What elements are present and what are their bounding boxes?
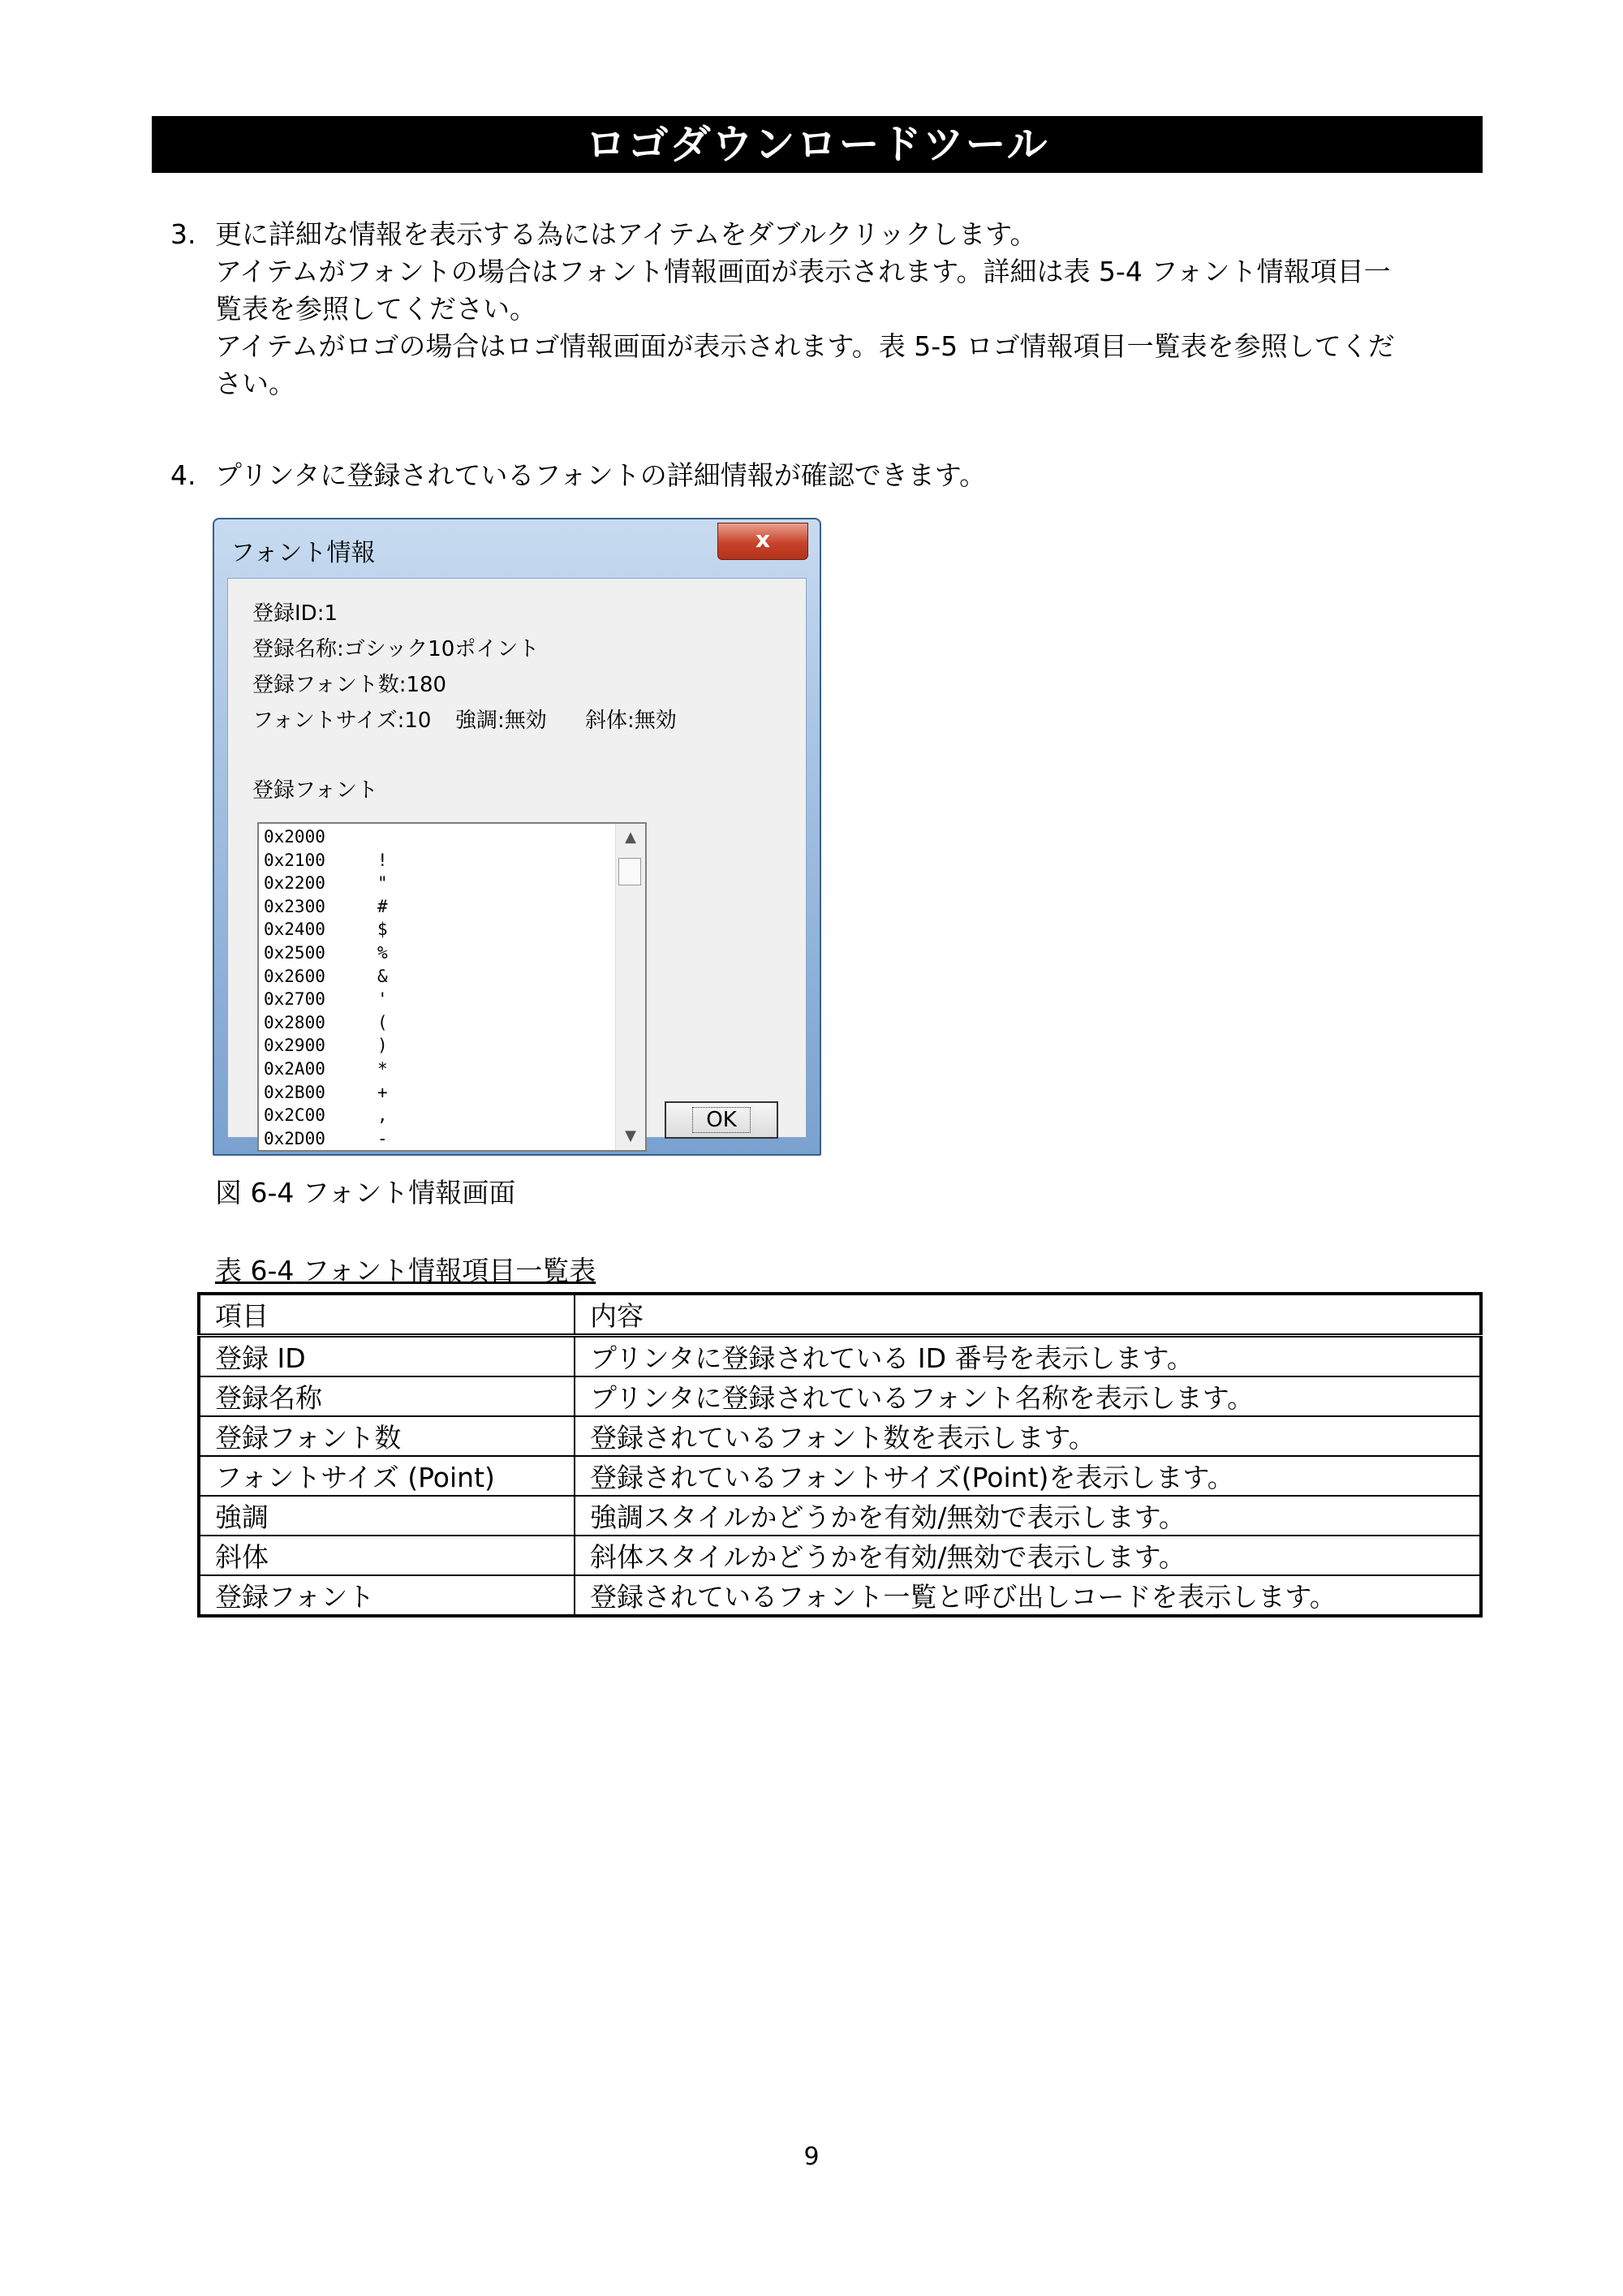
char-code: 0x2600 (264, 966, 325, 986)
char-glyph: # (377, 896, 388, 916)
char-code: 0x2200 (264, 873, 325, 894)
char-code: 0x2700 (264, 989, 325, 1010)
list-item[interactable] (264, 1058, 605, 1081)
step-line: アイテムがフォントの場合はフォント情報画面が表示されます。詳細は表 5-4 フォント情報項目一 (215, 256, 1391, 287)
list-item[interactable] (264, 872, 605, 895)
step-line: 更に詳細な情報を表示する為にはアイテムをダブルクリックします。 (215, 218, 1037, 250)
ok-button[interactable] (665, 1101, 778, 1139)
table-cell-item: 登録名称 (199, 1376, 575, 1416)
page-number: 9 (803, 2143, 820, 2171)
list-item[interactable] (264, 1104, 605, 1127)
char-glyph: , (377, 1105, 388, 1126)
list-rows (264, 825, 605, 1150)
table-cell-content: 強調スタイルかどうかを有効/無効で表示します。 (575, 1496, 1481, 1536)
header-cell-item: 項目 (199, 1294, 575, 1336)
figure-caption: 図 6-4 フォント情報画面 (215, 1177, 516, 1208)
table-cell-content: プリンタに登録されているフォント名称を表示します。 (575, 1376, 1481, 1416)
step-number: 4. (170, 459, 196, 491)
registration-id: 登録ID:1 (252, 601, 338, 626)
list-item[interactable] (264, 1034, 605, 1058)
char-code: 0x2C00 (264, 1105, 325, 1126)
scroll-up-icon[interactable]: ▲ (625, 829, 636, 846)
list-item[interactable] (264, 849, 605, 872)
list-item[interactable] (264, 1127, 605, 1151)
table-title: 表 6-4 フォント情報項目一覧表 (215, 1255, 596, 1286)
table-cell-content: 登録されているフォント一覧と呼び出しコードを表示します。 (575, 1575, 1481, 1616)
char-code: 0x2B00 (264, 1082, 325, 1102)
char-glyph: " (377, 873, 388, 894)
table-cell-content: 登録されているフォント数を表示します。 (575, 1416, 1481, 1456)
table-cell-item: 登録フォント数 (199, 1416, 575, 1456)
char-code: 0x2A00 (264, 1058, 325, 1079)
char-code: 0x2300 (264, 896, 325, 916)
font-info-dialog (213, 518, 821, 1156)
char-glyph: - (377, 1128, 388, 1148)
char-glyph: * (377, 1058, 388, 1079)
close-icon: x (755, 526, 771, 553)
registered-fonts-label: 登録フォント (252, 778, 378, 803)
list-item[interactable] (264, 941, 605, 965)
step-line: プリンタに登録されているフォントの詳細情報が確認できます。 (215, 459, 987, 491)
list-item[interactable] (264, 1081, 605, 1105)
step-line: アイテムがロゴの場合はロゴ情報画面が表示されます。表 5-5 ロゴ情報項目一覧表を参照してくだ (215, 330, 1395, 362)
font-info-table (197, 1292, 1483, 1618)
table-row (199, 1376, 1481, 1416)
char-glyph: ( (377, 1012, 388, 1032)
list-item[interactable] (264, 1011, 605, 1035)
italic-status: 斜体:無効 (585, 709, 677, 733)
char-glyph: % (377, 942, 388, 963)
font-size: フォントサイズ:10 (252, 709, 432, 733)
char-code: 0x2100 (264, 850, 325, 870)
table-cell-item: フォントサイズ (Point) (199, 1456, 575, 1496)
table-cell-item: 斜体 (199, 1536, 575, 1575)
table-cell-content: 登録されているフォントサイズ(Point)を表示します。 (575, 1456, 1481, 1496)
scroll-thumb[interactable] (618, 858, 641, 885)
table-cell-item: 登録フォント (199, 1575, 575, 1616)
bold-status: 強調:無効 (455, 709, 547, 733)
header-cell-content: 内容 (575, 1294, 1481, 1336)
table-cell-content: プリンタに登録されている ID 番号を表示します。 (575, 1336, 1481, 1377)
step-line: 覧表を参照してください。 (215, 293, 536, 325)
registered-font-count: 登録フォント数:180 (252, 673, 447, 697)
step-text (215, 216, 1489, 403)
list-item[interactable] (264, 965, 605, 989)
step-text (215, 457, 1489, 494)
step-number: 3. (170, 218, 196, 250)
table-row (199, 1456, 1481, 1496)
table-cell-content: 斜体スタイルかどうかを有効/無効で表示します。 (575, 1536, 1481, 1575)
char-glyph: & (377, 966, 388, 986)
char-glyph: + (377, 1082, 388, 1102)
registration-name: 登録名称:ゴシック10ポイント (252, 637, 540, 661)
table-cell-item: 強調 (199, 1496, 575, 1536)
char-code: 0x2800 (264, 1012, 325, 1032)
table-row (199, 1336, 1481, 1377)
char-glyph: ' (377, 989, 388, 1010)
step-line: さい。 (215, 368, 295, 399)
table-row (199, 1416, 1481, 1456)
char-code: 0x2D00 (264, 1128, 325, 1148)
list-item[interactable] (264, 825, 605, 849)
list-item[interactable] (264, 988, 605, 1011)
list-scrollbar[interactable] (615, 824, 645, 1150)
table-row (199, 1496, 1481, 1536)
char-code: 0x2500 (264, 942, 325, 963)
ok-button-label: OK (692, 1107, 751, 1133)
list-item[interactable] (264, 895, 605, 919)
registered-fonts-list[interactable] (257, 822, 647, 1152)
dialog-title: フォント情報 (230, 539, 376, 567)
char-code: 0x2900 (264, 1036, 325, 1056)
close-button[interactable] (717, 523, 808, 560)
table-header-row (199, 1294, 1481, 1336)
section-title: ロゴダウンロードツール (152, 116, 1483, 173)
table-row (199, 1536, 1481, 1575)
table-row (199, 1575, 1481, 1616)
char-glyph: ) (377, 1036, 388, 1056)
list-item[interactable] (264, 918, 605, 941)
char-code: 0x2400 (264, 920, 325, 940)
scroll-down-icon[interactable]: ▼ (625, 1127, 636, 1144)
dialog-client-area (227, 578, 807, 1148)
char-glyph: ! (377, 850, 388, 870)
table-cell-item: 登録 ID (199, 1336, 575, 1377)
char-code: 0x2000 (264, 827, 325, 846)
char-glyph: $ (377, 920, 388, 940)
